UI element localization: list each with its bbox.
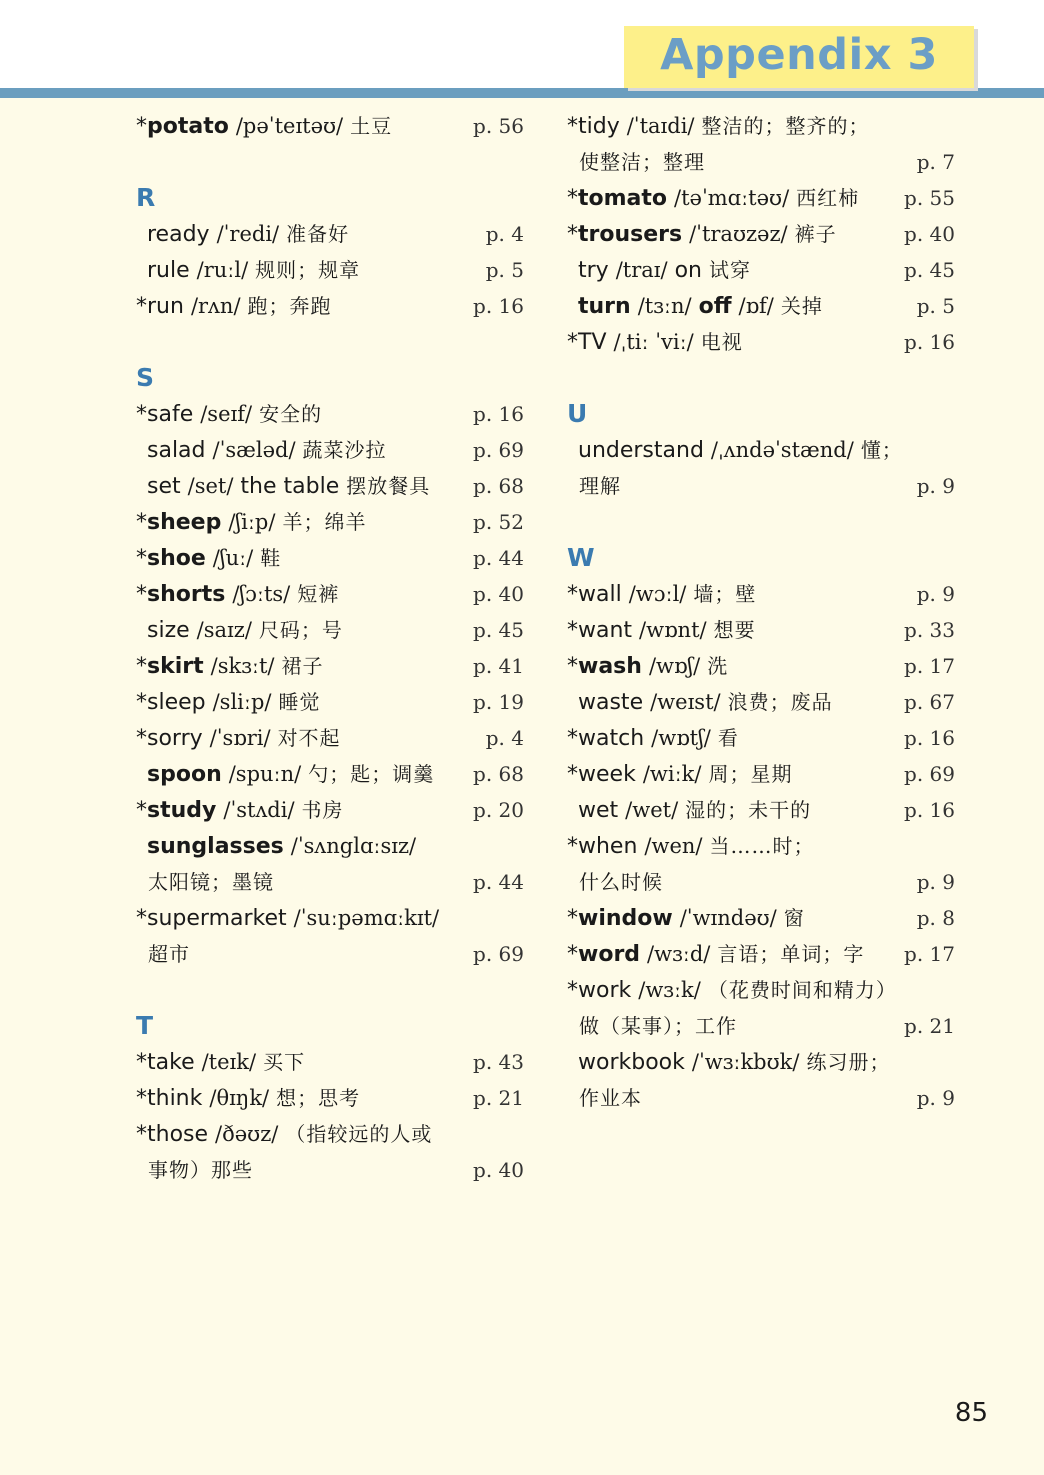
glossary-column-right: [567, 108, 955, 1116]
entry-line: [136, 108, 524, 144]
glossary-entry: [567, 720, 955, 756]
phonetic: /wɜːk/: [638, 978, 701, 1002]
header-rule: [0, 88, 1044, 98]
chinese-meaning: 言语；单词；字: [717, 942, 865, 966]
glossary-entry: [136, 1044, 524, 1080]
chinese-meaning: 周；星期: [708, 762, 793, 786]
star-marker: *: [136, 1086, 147, 1111]
entry-line: [136, 648, 524, 684]
glossary-entry: [136, 216, 524, 252]
phonetic: /set/: [187, 474, 234, 498]
star-marker: *: [567, 942, 578, 967]
entry-line: [567, 684, 955, 720]
headword: want: [578, 618, 633, 643]
entry-line: [567, 792, 955, 828]
phonetic: /ˈsæləd/: [212, 438, 296, 462]
page-reference: p. 20: [469, 792, 524, 828]
phrase-extension: off: [698, 294, 732, 319]
page-reference: p. 9: [913, 576, 955, 612]
page-reference: p. 68: [469, 468, 524, 504]
chinese-meaning: 什么时候: [579, 870, 663, 894]
chinese-meaning: 短裤: [297, 582, 340, 606]
page-reference: p. 9: [913, 1080, 955, 1116]
chinese-meaning: 安全的: [259, 402, 323, 426]
star-marker: *: [567, 906, 578, 931]
entry-line: [136, 432, 524, 468]
phonetic: /ˌtiː ˈviː/: [613, 330, 694, 354]
phonetic: /sliːp/: [212, 690, 272, 714]
entry-line: [567, 576, 955, 612]
entry-line: [136, 720, 524, 756]
glossary-entry: [136, 792, 524, 828]
entry-line: [567, 756, 955, 792]
chinese-meaning: 规则；规章: [255, 258, 361, 282]
entry-line-continued: [567, 1080, 955, 1116]
glossary-entry: [136, 504, 524, 540]
star-marker: *: [567, 654, 578, 679]
glossary-entry: [567, 216, 955, 252]
entry-line: [567, 252, 955, 288]
page-reference: p. 69: [900, 756, 955, 792]
glossary-entry: [567, 792, 955, 828]
star-marker: *: [136, 654, 147, 679]
phonetic: /wɜːd/: [647, 942, 711, 966]
phonetic: /wɒtʃ/: [651, 726, 711, 750]
phonetic: /ˈtaɪdi/: [626, 114, 695, 138]
headword: word: [578, 942, 641, 967]
chinese-meaning: 整洁的；整齐的；: [701, 114, 870, 138]
headword: set: [147, 474, 181, 499]
phonetic: /ˈsʌnglɑːsɪz/: [290, 834, 417, 858]
headword: work: [578, 978, 632, 1003]
headword: spoon: [147, 762, 222, 787]
phonetic: /ˈsɒri/: [209, 726, 271, 750]
phonetic: /teɪk/: [201, 1050, 257, 1074]
headword: when: [578, 834, 638, 859]
chinese-meaning: 摆放餐具: [346, 474, 431, 498]
phonetic: /wiːk/: [642, 762, 702, 786]
entry-line-continued: [567, 1008, 955, 1044]
entry-line: [567, 720, 955, 756]
chinese-meaning: 当……时；: [709, 834, 815, 858]
chinese-meaning: 准备好: [286, 222, 350, 246]
phonetic: /ˈstʌdi/: [223, 798, 295, 822]
page-reference: p. 69: [469, 432, 524, 468]
page-reference: p. 21: [469, 1080, 524, 1116]
entry-line: [136, 900, 524, 936]
page-reference: p. 4: [482, 216, 524, 252]
phonetic: /θɪŋk/: [209, 1086, 270, 1110]
page-reference: p. 43: [469, 1044, 524, 1080]
page-reference: p. 8: [913, 900, 955, 936]
star-marker: *: [567, 726, 578, 751]
entry-line: [136, 288, 524, 324]
phonetic: /ˈwɪndəʊ/: [679, 906, 777, 930]
entry-line-continued: [136, 864, 524, 900]
star-marker: *: [567, 222, 578, 247]
page-reference: p. 40: [900, 216, 955, 252]
glossary-entry: [567, 1044, 955, 1116]
glossary-entry: [136, 648, 524, 684]
page-reference: p. 52: [469, 504, 524, 540]
chinese-meaning: 蔬菜沙拉: [302, 438, 387, 462]
glossary-entry: [136, 252, 524, 288]
chinese-meaning: 勺；匙；调羹: [308, 762, 435, 786]
section-letter: U: [567, 399, 588, 428]
entry-line: [567, 972, 955, 1008]
page-reference: p. 40: [469, 576, 524, 612]
chinese-meaning: 窗: [783, 906, 805, 930]
entry-line: [136, 252, 524, 288]
headword: salad: [147, 438, 206, 463]
chinese-meaning: 裤子: [794, 222, 837, 246]
glossary-entry: [567, 648, 955, 684]
glossary-entry: [567, 288, 955, 324]
glossary-entry: [567, 576, 955, 612]
chinese-meaning: 理解: [579, 474, 621, 498]
entry-line: [567, 828, 955, 864]
phonetic: /ˈtraʊzəz/: [689, 222, 788, 246]
chinese-meaning: （指较远的人或: [285, 1122, 433, 1146]
entry-line: [136, 1080, 524, 1116]
chinese-meaning: 土豆: [350, 114, 393, 138]
headword: trousers: [578, 222, 683, 247]
entry-line: [136, 756, 524, 792]
star-marker: *: [136, 798, 147, 823]
entry-line: [567, 648, 955, 684]
headword: sorry: [147, 726, 203, 751]
phonetic: /ʃɔːts/: [232, 582, 291, 606]
page-reference: p. 16: [900, 792, 955, 828]
chinese-meaning: 买下: [263, 1050, 306, 1074]
page-reference: p. 5: [913, 288, 955, 324]
headword: those: [147, 1122, 209, 1147]
headword: watch: [578, 726, 645, 751]
chinese-meaning: 湿的；未干的: [685, 798, 812, 822]
entry-line: [136, 1116, 524, 1152]
headword: sunglasses: [147, 834, 284, 859]
phonetic: /ðəʊz/: [215, 1122, 279, 1146]
headword: ready: [147, 222, 210, 247]
entry-line: [567, 432, 955, 468]
page-reference: p. 33: [900, 612, 955, 648]
chinese-meaning: 西红柿: [796, 186, 860, 210]
glossary-entry: [567, 900, 955, 936]
chinese-meaning: 书房: [301, 798, 344, 822]
page-reference: p. 7: [913, 144, 955, 180]
phrase-extension: the table: [240, 474, 340, 499]
headword: safe: [147, 402, 194, 427]
headword: sleep: [147, 690, 206, 715]
phonetic: /wɒʃ/: [648, 654, 701, 678]
glossary-entry: [136, 1080, 524, 1116]
headword: tidy: [578, 114, 620, 139]
entry-line: [567, 288, 955, 324]
chinese-meaning: 裙子: [281, 654, 324, 678]
page-reference: p. 44: [469, 864, 524, 900]
chinese-meaning: 浪费；废品: [727, 690, 833, 714]
headword: wash: [578, 654, 642, 679]
chinese-meaning: 电视: [700, 330, 743, 354]
entry-line: [136, 1044, 524, 1080]
phonetic: /wɒnt/: [639, 618, 707, 642]
headword: TV: [578, 330, 607, 355]
entry-line: [136, 684, 524, 720]
glossary-column-left: [136, 108, 524, 1188]
star-marker: *: [567, 762, 578, 787]
page-reference: p. 4: [482, 720, 524, 756]
chinese-meaning: 作业本: [579, 1086, 642, 1110]
entry-line: [136, 576, 524, 612]
phonetic: /saɪz/: [196, 618, 252, 642]
entry-line: [136, 216, 524, 252]
star-marker: *: [567, 618, 578, 643]
headword: sheep: [147, 510, 222, 535]
headword: supermarket: [147, 906, 287, 931]
phonetic: /skɜːt/: [210, 654, 275, 678]
chinese-meaning: 试穿: [708, 258, 751, 282]
page-reference: p. 16: [469, 288, 524, 324]
star-marker: *: [567, 978, 578, 1003]
chinese-meaning: 练习册；: [806, 1050, 891, 1074]
entry-line: [136, 468, 524, 504]
entry-line-continued: [136, 936, 524, 972]
entry-line: [136, 504, 524, 540]
star-marker: *: [136, 402, 147, 427]
glossary-entry: [136, 396, 524, 432]
chinese-meaning: 鞋: [260, 546, 282, 570]
glossary-entry: [136, 468, 524, 504]
headword: potato: [147, 114, 229, 139]
phonetic: /wet/: [625, 798, 679, 822]
page-title: Appendix 3: [660, 30, 938, 80]
headword: waste: [578, 690, 644, 715]
chinese-meaning: 洗: [707, 654, 729, 678]
star-marker: *: [136, 726, 147, 751]
phonetic: /weɪst/: [650, 690, 721, 714]
chinese-meaning: 羊；绵羊: [282, 510, 367, 534]
section-letter: S: [136, 363, 155, 392]
glossary-entry: [136, 612, 524, 648]
star-marker: *: [567, 114, 578, 139]
phonetic: /wɔːl/: [628, 582, 687, 606]
chinese-meaning: 关掉: [780, 294, 823, 318]
page-reference: p. 69: [469, 936, 524, 972]
glossary-entry: [567, 324, 955, 360]
chinese-meaning: 做（某事）；工作: [579, 1014, 737, 1038]
star-marker: *: [136, 114, 147, 139]
entry-line-continued: [136, 1152, 524, 1188]
headword: turn: [578, 294, 631, 319]
glossary-entry: [567, 756, 955, 792]
headword: shorts: [147, 582, 226, 607]
page-reference: p. 40: [469, 1152, 524, 1188]
phonetic: /pəˈteɪtəʊ/: [235, 114, 344, 138]
chinese-meaning: 看: [717, 726, 739, 750]
star-marker: *: [567, 186, 578, 211]
glossary-entry: [136, 432, 524, 468]
headword: wall: [578, 582, 622, 607]
chinese-meaning: 超市: [148, 942, 190, 966]
appendix-label-box: [624, 26, 974, 88]
entry-line: [567, 324, 955, 360]
star-marker: *: [136, 510, 147, 535]
page-reference: p. 56: [469, 108, 524, 144]
glossary-entry: [136, 828, 524, 900]
section-letter: R: [136, 183, 156, 212]
glossary-entry: [567, 108, 955, 180]
star-marker: *: [136, 1122, 147, 1147]
page-reference: p. 41: [469, 648, 524, 684]
phonetic: /wen/: [644, 834, 703, 858]
star-marker: *: [136, 582, 147, 607]
phonetic: /traɪ/: [615, 258, 668, 282]
page-reference: p. 55: [900, 180, 955, 216]
glossary-entry: [567, 684, 955, 720]
glossary-entry: [567, 432, 955, 504]
phonetic: /spuːn/: [228, 762, 302, 786]
phonetic: /ruːl/: [196, 258, 249, 282]
headword: shoe: [147, 546, 206, 571]
page-reference: p. 68: [469, 756, 524, 792]
page-number: 85: [954, 1398, 988, 1428]
page-reference: p. 21: [900, 1008, 955, 1044]
entry-line: [136, 540, 524, 576]
glossary-entry: [567, 972, 955, 1044]
chinese-meaning: 使整洁；整理: [579, 150, 705, 174]
entry-line: [136, 828, 524, 864]
page-reference: p. 19: [469, 684, 524, 720]
phonetic: /ˈsuːpəmɑːkɪt/: [293, 906, 440, 930]
chinese-meaning: 太阳镜；墨镜: [148, 870, 274, 894]
headword: study: [147, 798, 217, 823]
phonetic: /ɒf/: [738, 294, 774, 318]
glossary-entry: [567, 612, 955, 648]
entry-line: [136, 396, 524, 432]
glossary-entry: [567, 828, 955, 900]
glossary-entry: [136, 684, 524, 720]
glossary-entry: [136, 720, 524, 756]
headword: tomato: [578, 186, 668, 211]
entry-line: [567, 612, 955, 648]
glossary-entry: [136, 756, 524, 792]
phonetic: /seɪf/: [200, 402, 253, 426]
glossary-entry: [567, 180, 955, 216]
star-marker: *: [567, 330, 578, 355]
headword: skirt: [147, 654, 204, 679]
phonetic: /ˈredi/: [216, 222, 280, 246]
chinese-meaning: 事物）那些: [148, 1158, 253, 1182]
entry-line: [567, 216, 955, 252]
phonetic: /tɜːn/: [637, 294, 692, 318]
headword: run: [147, 294, 184, 319]
section-letter: T: [136, 1011, 154, 1040]
chinese-meaning: 对不起: [277, 726, 341, 750]
entry-line-continued: [567, 468, 955, 504]
star-marker: *: [136, 294, 147, 319]
section-letter: W: [567, 543, 595, 572]
entry-line: [567, 180, 955, 216]
headword: try: [578, 258, 609, 283]
entry-line-continued: [567, 144, 955, 180]
entry-line: [136, 792, 524, 828]
phonetic: /rʌn/: [190, 294, 241, 318]
chinese-meaning: 睡觉: [278, 690, 321, 714]
page-reference: p. 9: [913, 468, 955, 504]
page-reference: p. 45: [900, 252, 955, 288]
entry-line-continued: [567, 864, 955, 900]
headword: rule: [147, 258, 190, 283]
entry-line: [567, 936, 955, 972]
page-reference: p. 16: [900, 720, 955, 756]
star-marker: *: [567, 582, 578, 607]
chinese-meaning: 尺码；号: [258, 618, 343, 642]
glossary-entry: [136, 900, 524, 972]
headword: think: [147, 1086, 203, 1111]
headword: week: [578, 762, 636, 787]
chinese-meaning: 想要: [713, 618, 756, 642]
glossary-entry: [136, 288, 524, 324]
entry-line: [136, 612, 524, 648]
phonetic: /təˈmɑːtəʊ/: [674, 186, 790, 210]
page-reference: p. 5: [482, 252, 524, 288]
phrase-extension: on: [674, 258, 702, 283]
entry-line: [567, 1044, 955, 1080]
chinese-meaning: 懂；: [860, 438, 903, 462]
star-marker: *: [136, 690, 147, 715]
page-reference: p. 44: [469, 540, 524, 576]
entry-line: [567, 900, 955, 936]
star-marker: *: [136, 546, 147, 571]
headword: size: [147, 618, 190, 643]
glossary-entry: [136, 1116, 524, 1188]
headword: take: [147, 1050, 195, 1075]
page-reference: p. 16: [900, 324, 955, 360]
glossary-entry: [567, 936, 955, 972]
glossary-entry: [136, 108, 524, 144]
chinese-meaning: 墙；壁: [693, 582, 757, 606]
headword: window: [578, 906, 673, 931]
page-reference: p. 67: [900, 684, 955, 720]
chinese-meaning: 想；思考: [276, 1086, 361, 1110]
headword: understand: [578, 438, 704, 463]
entry-line: [567, 108, 955, 144]
phonetic: /ˌʌndəˈstænd/: [710, 438, 854, 462]
glossary-entry: [567, 252, 955, 288]
star-marker: *: [136, 1050, 147, 1075]
headword: wet: [578, 798, 619, 823]
star-marker: *: [136, 906, 147, 931]
star-marker: *: [567, 834, 578, 859]
page-reference: p. 17: [900, 648, 955, 684]
glossary-entry: [136, 540, 524, 576]
chinese-meaning: （花费时间和精力）: [707, 978, 897, 1002]
phonetic: /ˈwɜːkbʊk/: [691, 1050, 800, 1074]
headword: workbook: [578, 1050, 685, 1075]
page-reference: p. 9: [913, 864, 955, 900]
phonetic: /ʃiːp/: [228, 510, 276, 534]
phonetic: /ʃuː/: [212, 546, 254, 570]
chinese-meaning: 跑；奔跑: [247, 294, 332, 318]
page-reference: p. 16: [469, 396, 524, 432]
glossary-entry: [136, 576, 524, 612]
page-reference: p. 45: [469, 612, 524, 648]
page-reference: p. 17: [900, 936, 955, 972]
